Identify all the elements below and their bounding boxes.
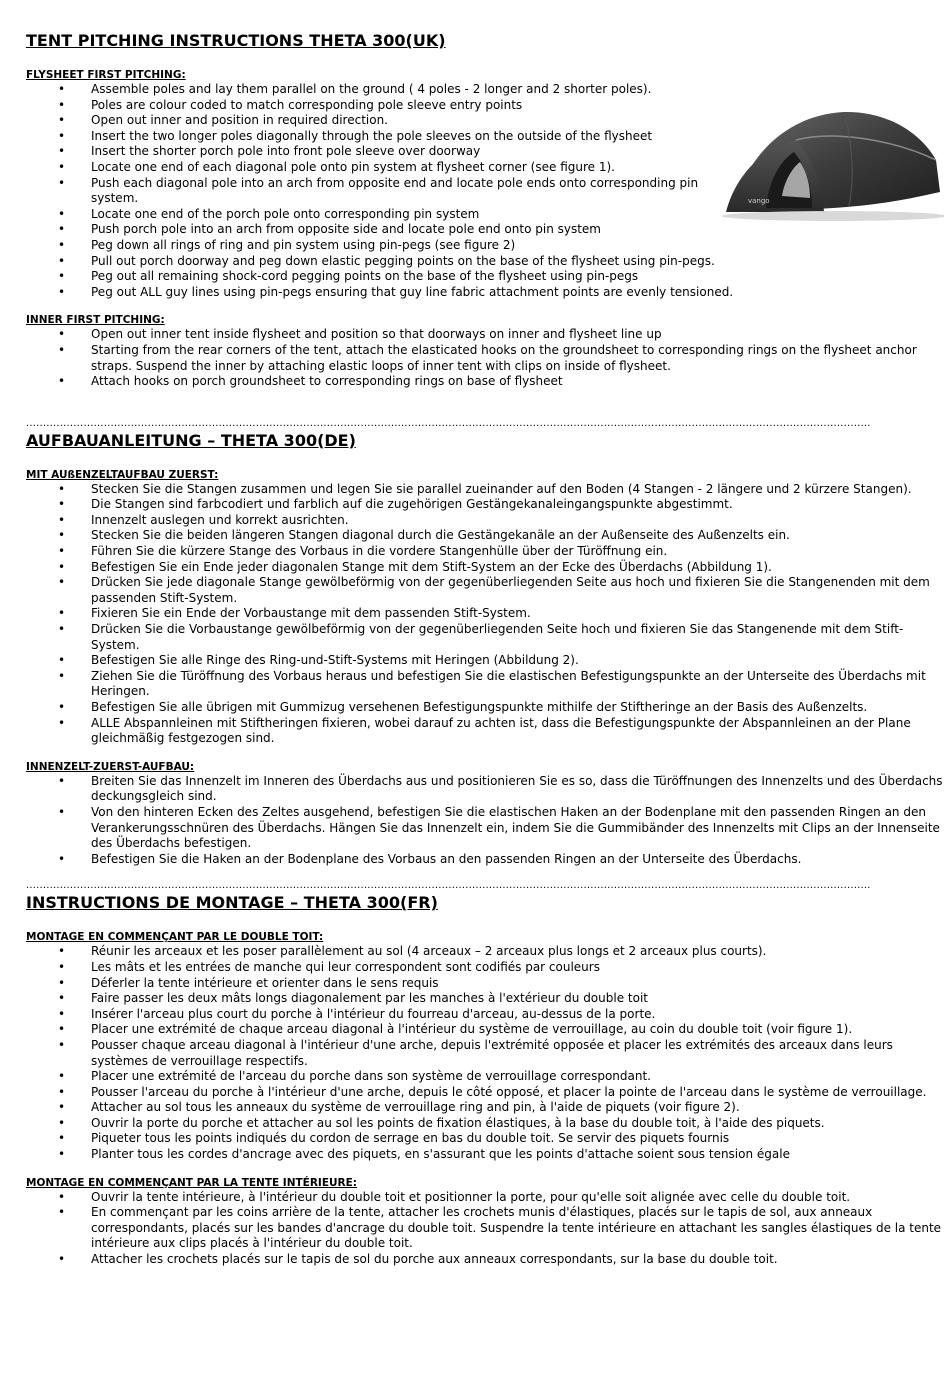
uk-title: TENT PITCHING INSTRUCTIONS THETA 300(UK) (26, 31, 446, 50)
list-item: • Pull out porch doorway and peg down elastic pegging points on the base of the flysheet using pin-pegs. (26, 254, 946, 270)
list-item: • Peg down all rings of ring and pin system using pin-pegs (see figure 2) (26, 238, 946, 254)
separator-line: .......................................................................................................................................................................................................................................................... (26, 880, 871, 892)
list-item: • Stecken Sie die beiden längeren Stangen diagonal durch die Gestängekanäle an der Außenseite des Außenzelts ein. (26, 528, 946, 544)
fr-flysheet-list (26, 944, 946, 1162)
list-item: • Assemble poles and lay them parallel on the ground ( 4 poles - 2 longer and 2 shorter poles). (26, 82, 691, 98)
list-item: • Ouvrir la porte du porche et attacher au sol les points de fixation élastiques, à la base du double toit, à l'aide des piquets. (26, 1116, 946, 1132)
list-item: • Führen Sie die kürzere Stange des Vorbaus in die vordere Stangenhülle über der Türöffnung ein. (26, 544, 946, 560)
list-item: • Planter tous les cordes d'ancrage avec des piquets, en s'assurant que les points d'attache soient sous tension égale (26, 1147, 946, 1163)
fr-inner-heading: MONTAGE EN COMMENÇANT PAR LA TENTE INTÉRIEURE: (26, 1176, 357, 1189)
list-item: • Push each diagonal pole into an arch from opposite end and locate pole ends onto corresponding pin system. (26, 176, 716, 207)
fr-title: INSTRUCTIONS DE MONTAGE – THETA 300(FR) (26, 893, 438, 913)
list-item: • Peg out all remaining shock-cord pegging points on the base of the flysheet using pin-pegs (26, 269, 946, 285)
list-item: • Pousser chaque arceau diagonal à l'intérieur d'une arche, depuis l'extrémité opposée et placer les extrémités des arceaux dans leurs systèmes de verrouillage respectifs. (26, 1038, 946, 1069)
list-item: • Breiten Sie das Innenzelt im Inneren des Überdachs aus und positionieren Sie es so, dass die Türöffnungen des Innenzelts und des Überdachs deckungsgleich sind. (26, 774, 946, 805)
tent-illustration-icon (704, 100, 944, 230)
uk-inner-heading: INNER FIRST PITCHING: (26, 314, 165, 327)
de-flysheet-heading: MIT AUßENZELTAUFBAU ZUERST: (26, 468, 219, 481)
list-item: • Placer une extrémité de chaque arceau diagonal à l'intérieur du système de verrouillage, au coin du double toit (voir figure 1). (26, 1022, 946, 1038)
uk-flysheet-heading: FLYSHEET FIRST PITCHING: (26, 69, 186, 81)
list-item: • Attacher au sol tous les anneaux du système de verrouillage ring and pin, à l'aide de piquets (voir figure 2). (26, 1100, 946, 1116)
list-item: • Befestigen Sie alle Ringe des Ring-und-Stift-Systems mit Heringen (Abbildung 2). (26, 653, 946, 669)
de-inner-list (26, 774, 946, 868)
fr-flysheet-heading: MONTAGE EN COMMENÇANT PAR LE DOUBLE TOIT: (26, 931, 324, 944)
list-item: • Push porch pole into an arch from opposite side and locate pole end onto pin system (26, 222, 946, 238)
list-item: • Piqueter tous les points indiqués du cordon de serrage en bas du double toit. Se servir des piquets fournis (26, 1131, 946, 1147)
list-item: • Starting from the rear corners of the tent, attach the elasticated hooks on the groundsheet to corresponding rings on the flysheet anchor straps. Suspend the inner by attaching elastic loops of inner tent with clips on inside of flysheet. (26, 343, 946, 374)
list-item: • Ouvrir la tente intérieure, à l'intérieur du double toit et positionner la porte, pour qu'elle soit alignée avec celle du double toit. (26, 1190, 946, 1206)
list-item: • Déferler la tente intérieure et orienter dans le sens requis (26, 976, 946, 992)
list-item: • Insérer l'arceau plus court du porche à l'intérieur du fourreau d'arceau, au-dessus de la porte. (26, 1007, 946, 1023)
list-item: • ALLE Abspannleinen mit Stiftheringen fixieren, wobei darauf zu achten ist, dass die Befestigungspunkte der Abspannleinen an der Plane gleichmäßig festgezogen sind. (26, 716, 946, 747)
tent-logo: vango (748, 197, 770, 205)
list-item: • Die Stangen sind farbcodiert und farblich auf die zugehörigen Gestängekanaleingangspunkte abgestimmt. (26, 497, 946, 513)
fr-inner-list (26, 1190, 946, 1268)
list-item: • Open out inner and position in required direction. (26, 113, 716, 129)
list-item: • Innenzelt auslegen und korrekt ausrichten. (26, 513, 946, 529)
list-item: • Open out inner tent inside flysheet and position so that doorways on inner and flysheet line up (26, 327, 946, 343)
list-item: • Befestigen Sie alle übrigen mit Gummizug versehenen Befestigungspunkte mithilfe der Stiftheringe an der Basis des Außenzelts. (26, 700, 946, 716)
de-flysheet-list (26, 482, 946, 747)
list-item: • Insert the two longer poles diagonally through the pole sleeves on the outside of the flysheet (26, 129, 716, 145)
list-item: • Faire passer les deux mâts longs diagonalement par les manches à l'extérieur du double toit (26, 991, 946, 1007)
uk-flysheet-list (26, 82, 716, 207)
section-fr (26, 892, 946, 1267)
list-item: • Befestigen Sie ein Ende jeder diagonalen Stange mit dem Stift-System an der Ecke des Überdachs (Abbildung 1). (26, 560, 946, 576)
list-item: • Von den hinteren Ecken des Zeltes ausgehend, befestigen Sie die elastischen Haken an der Bodenplane mit den passenden Ringen an den Verankerungsschnüren des Überdachs. Hängen Sie das Innenzelt ein, indem Sie die Gummibänder des Innenzelts mit Clips an der Innenseite des Überdachs befestigen. (26, 805, 946, 852)
list-item: • Attach hooks on porch groundsheet to corresponding rings on base of flysheet (26, 374, 946, 390)
list-item: • Réunir les arceaux et les poser parallèlement au sol (4 arceaux – 2 arceaux plus longs et 2 arceaux plus courts). (26, 944, 946, 960)
list-item: • Drücken Sie die Vorbaustange gewölbeförmig von der gegenüberliegenden Seite hoch und fixieren Sie das Stangenende mit dem Stift-System. (26, 622, 946, 653)
uk-inner-list (26, 327, 946, 389)
list-item: • En commençant par les coins arrière de la tente, attacher les crochets munis d'élastiques, placés sur le tapis de sol, aux anneaux correspondants, placés sur les bandes d'ancrage du double toit. Suspendre la tente intérieure en attachant les sangles élastiques de la tente intérieure aux clips placés à l'intérieur du double toit. (26, 1205, 946, 1252)
list-item: • Insert the shorter porch pole into front pole sleeve over doorway (26, 144, 716, 160)
list-item: • Attacher les crochets placés sur le tapis de sol du porche aux anneaux correspondants, sur la base du double toit. (26, 1252, 946, 1268)
section-de (26, 430, 946, 868)
list-item: • Les mâts et les entrées de manche qui leur correspondent sont codifiés par couleurs (26, 960, 946, 976)
de-inner-heading: INNENZELT-ZUERST-AUFBAU: (26, 760, 195, 773)
list-item: • Fixieren Sie ein Ende der Vorbaustange mit dem passenden Stift-System. (26, 606, 946, 622)
list-item: • Peg out ALL guy lines using pin-pegs ensuring that guy line fabric attachment points are evenly tensioned. (26, 285, 946, 301)
list-item: • Drücken Sie jede diagonale Stange gewölbeförmig von der gegenüberliegenden Seite aus hoch und fixieren Sie die Stangenenden mit dem passenden Stift-System. (26, 575, 946, 606)
de-title: AUFBAUANLEITUNG – THETA 300(DE) (26, 430, 356, 450)
list-item: • Poles are colour coded to match corresponding pole sleeve entry points (26, 98, 716, 114)
list-item: • Locate one end of the porch pole onto corresponding pin system (26, 207, 946, 223)
list-item: • Placer une extrémité de l'arceau du porche dans son système de verrouillage correspondant. (26, 1069, 946, 1085)
list-item: • Stecken Sie die Stangen zusammen und legen Sie sie parallel zueinander auf den Boden (4 Stangen - 2 längere und 2 kürzere Stangen). (26, 482, 946, 498)
separator-line: .......................................................................................................................................................................................................................................................... (26, 417, 871, 429)
list-item: • Pousser l'arceau du porche à l'intérieur d'une arche, depuis le côté opposé, et placer la pointe de l'arceau dans le système de verrouillage. (26, 1085, 946, 1101)
list-item: • Ziehen Sie die Türöffnung des Vorbaus heraus und befestigen Sie die elastischen Befestigungspunkte an der Unterseite des Überdachs mit Heringen. (26, 669, 946, 700)
list-item: • Locate one end of each diagonal pole onto pin system at flysheet corner (see figure 1). (26, 160, 716, 176)
list-item: • Befestigen Sie die Haken an der Bodenplane des Vorbaus an den passenden Ringen an der Unterseite des Überdachs. (26, 852, 946, 868)
